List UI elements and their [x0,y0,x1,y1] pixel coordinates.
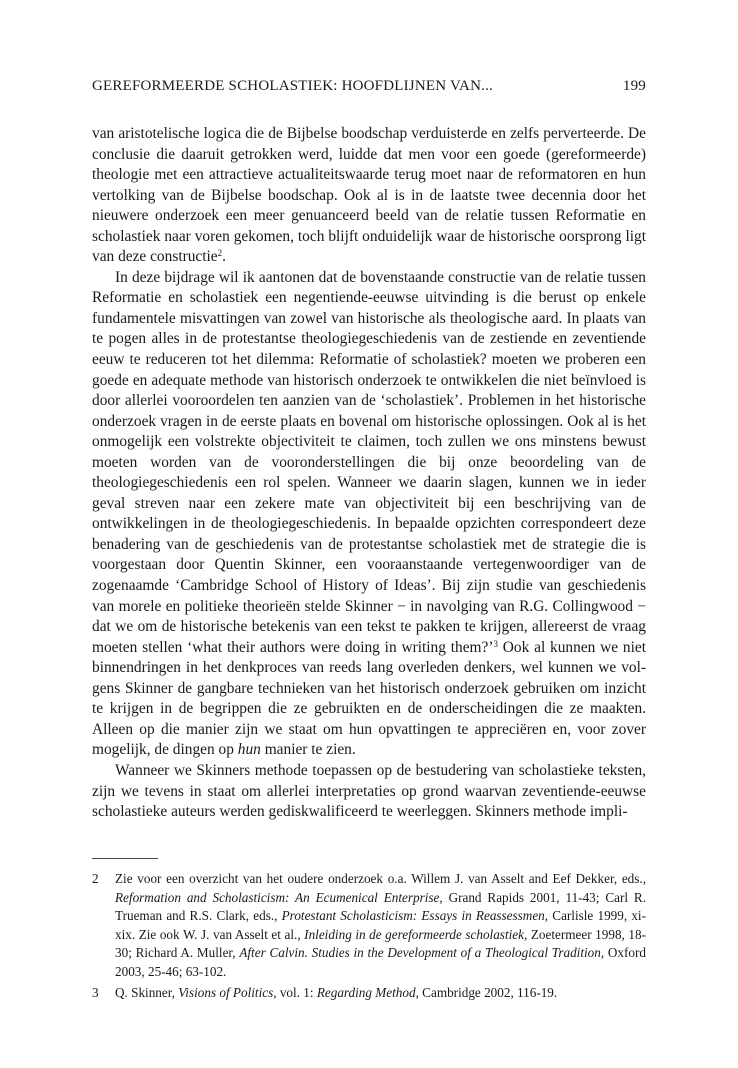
paragraph-1-text: van aristotelische logica die de Bijbelse boodschap verduisterde en zelfs perverteerde. De conclusie die daaruit getrokken werd, luidde dat men voor een goede (gereformeerde) theologie met een attractieve actualiteitswaarde terug moet naar de reformatoren en hun vertolking van de Bijbelse boodschap. Ook al is in de laatste twee decennia door het nieuwere onderzoek een meer genuanceerd beeld van de relatie tussen Reformatie en scholastiek naar voren gekomen, toch blijft onduidelijk waar de historische oorsprong ligt van deze constructie [92,125,646,266]
paragraph-1 [92,124,646,268]
footnote-ref-2[interactable]: 2 [217,248,223,259]
paragraph-2 [92,268,646,761]
paragraph-2-text: In deze bijdrage wil ik aantonen dat de bovenstaande constructie van de relatie tussen Reformatie en scholastiek een negentiende-eeuwse uitvinding is die berust op enkele fundamentele misvattingen van zowel van historische als theologische aard. In plaats van te pogen alles in de protestantse theologiegeschiedenis van de zestiende en zeventiende eeuw te reduceren tot het dilemma: Reformatie of scholastiek? moeten we proberen een goede en adequate methode van historisch onderzoek te ontwikkelen die niet beïnvloed is door allerlei vooroordelen ten aanzien van de ‘scholastiek’. Problemen in het historische onderzoek vragen in de eerste plaats en bovenal om historische oplossingen. Ook al is het onmogelijk een volstrekte objectiviteit te claimen, toch zullen we ons minstens bewust moeten worden van de vooronderstellingen die bij onze beoordeling van de theologiegeschiedenis een rol spelen. Wanneer we daarin slagen, kunnen we in ieder geval streven naar een zekere mate van objectiviteit bij een beschrijving van de ontwikkelingen in de theologiegeschiedenis. In bepaalde opzichten correspondeert deze benadering van de geschiedenis van de protestantse scholastiek met de strategie die is voorgestaan door Quentin Skinner, een vooraanstaande vertegenwoordiger van de zogenaamde ‘Cambridge School of History of Ideas’. Bij zijn studie van geschiedenis van morele en politieke theorieën stelde Skinner − in navolging van R.G. Collingwood − dat we om de historische betekenis van een tekst te pakken te krijgen, allereerst de vraag moeten stellen ‘what their authors were doing in writing them?’ [92,268,646,656]
paragraph-2-text-cont: Ook al kunnen we niet binnendringen in het denkproces van reeds lang overleden denkers, wel kunnen we volgens Skinner de gangbare technieken van het historisch onderzoek gebruiken om inzicht te krijgen in de begrippen die ze gebruikten en de onderscheidingen die ze maakten. Alleen op die manier zijn we staat om hun opvattingen te appreciëren en, voor zover mogelijk, de dingen op [92,638,646,759]
footnote-3 [92,984,646,1003]
footnote-title: Visions of Politics [178,984,274,1000]
footnote-text: , vol. 1: [273,984,317,1000]
footnote-text: Zoetermeer 1998, 18-30; Richard A. Muller, [115,926,646,961]
running-title: GEREFORMEERDE SCHOLASTIEK: HOOFDLIJNEN VAN... [92,78,493,94]
footnote-2 [92,870,646,982]
footnote-title: Reformation and Scholasticism: An Ecumenical Enterprise, [115,889,443,905]
paragraph-2-end: manier te zien. [260,741,356,759]
footnote-title: Protestant Scholasticism: Essays in Reassessmen, [281,908,549,924]
footnote-title: Regarding Method, [316,984,419,1000]
paragraph-2-emphasis: hun [237,741,261,759]
footnote-text: Q. Skinner, [115,984,179,1000]
footnote-number: 2 [92,871,99,886]
paragraph-1-end: . [222,248,226,266]
footnote-title: Inleiding in de gereformeerde scholastiek, [304,926,528,942]
footnote-text: Cambridge 2002, 116-19. [418,984,558,1000]
running-header [92,78,646,100]
footnote-number: 3 [92,984,99,1000]
paragraph-3-text: Wanneer we Skinners methode toepassen op de bestudering van scholastieke teksten, zijn we tevens in staat om allerlei interpretaties op grond waarvan zeventiende-eeuwse scholastieke auteurs werden gediskwalificeerd te weerleggen. Skinners methode impli- [92,761,646,821]
page-number: 199 [622,78,646,94]
footnote-title: After Calvin. Studies in the Development of a Theological Tradition, [239,945,605,961]
paragraph-3 [92,761,646,823]
footnote-text: Oxford 2003, 25-46; 63-102. [115,945,646,979]
footnote-text: Grand Rapids 2001, 11-43; Carl R. Trueman and R.S. Clark, eds., [115,889,646,924]
footnote-text: Carlisle 1999, xi-xix. Zie ook W. J. van Asselt et al., [115,908,646,942]
footnotes [92,870,646,1004]
footnote-text: Zie voor een overzicht van het oudere onderzoek o.a. Willem J. van Asselt and Eef Dekker, eds., [115,871,646,886]
footnote-ref-3[interactable]: 3 [493,638,498,649]
main-text [92,124,646,823]
footnote-separator [92,858,158,859]
